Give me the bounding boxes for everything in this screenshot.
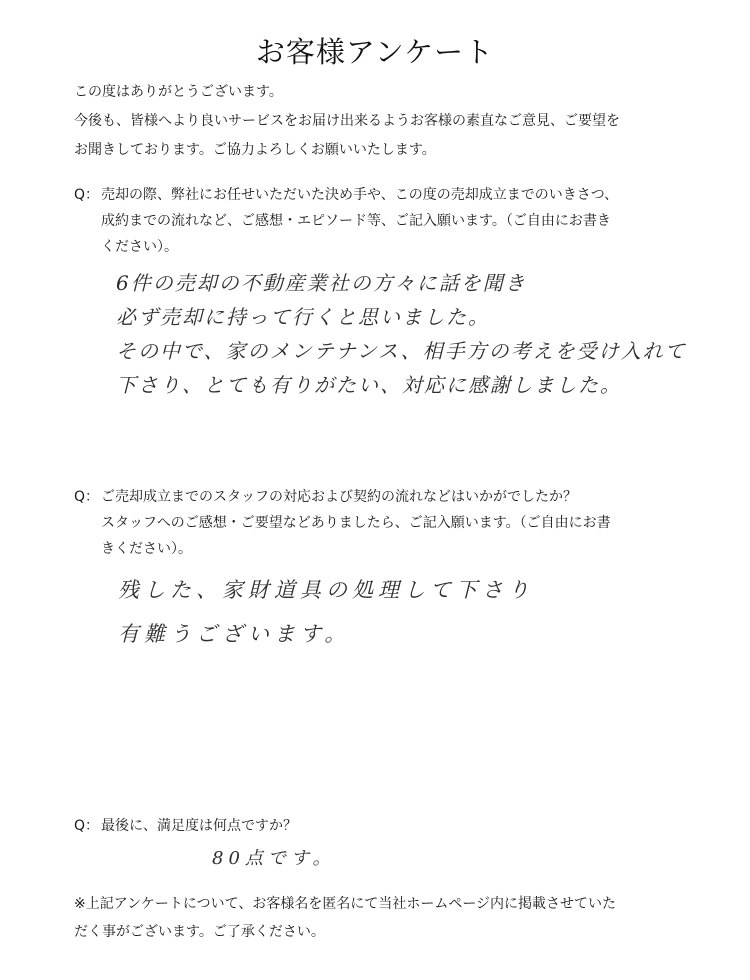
intro-text	[74, 78, 620, 165]
intro-line: この度はありがとうございます。	[74, 84, 283, 100]
answer-line: 必ず売却に持って行くと思いました。	[116, 305, 490, 329]
question-line: ください）。	[101, 239, 178, 255]
page-title: お客様アンケート	[255, 35, 495, 69]
answer-line: 残した、家財道具の処理して下さり	[118, 578, 534, 602]
notice-line: だく事がございます。ご了承ください。	[74, 924, 325, 940]
intro-line: 今後も、皆様へより良いサービスをお届け出来るようお客様の素直なご意見、ご要望を	[74, 113, 620, 129]
answer-line: 有難うございます。	[118, 622, 351, 646]
question-1	[74, 182, 618, 260]
question-line: きください）。	[101, 541, 192, 557]
question-marker: Q：	[74, 489, 100, 505]
answer-line: 下さり、とても有りがたい、対応に感謝しました。	[116, 373, 622, 397]
question-3	[74, 813, 297, 839]
question-marker: Q：	[74, 818, 100, 834]
question-line: スタッフへのご感想・ご要望などありましたら、ご記入願います。（ご自由にお書	[101, 515, 611, 531]
answer-2	[118, 568, 534, 656]
question-marker: Q：	[74, 187, 100, 203]
notice-line: ※上記アンケートについて、お客様名を匿名にて当社ホームページ内に掲載させていた	[74, 896, 617, 912]
answer-line: 80点です。	[212, 848, 336, 869]
question-line: 売却の際、弊社にお任せいただいた決め手や、この度の売却成立までのいきさつ、	[101, 187, 619, 203]
question-line: ご売却成立までのスタッフの対応および契約の流れなどはいかがでしたか？	[101, 489, 577, 505]
question-line: 最後に、満足度は何点ですか？	[101, 818, 297, 834]
answer-line: 6件の売却の不動産業社の方々に話を聞き	[116, 271, 527, 295]
answer-3	[212, 846, 335, 872]
intro-line: お聞きしております。ご協力よろしくお願いいたします。	[74, 142, 436, 158]
question-2	[74, 484, 611, 562]
question-line: 成約までの流れなど、ご感想・エピソード等、ご記入願います。（ご自由にお書き	[101, 213, 611, 229]
notice-text	[74, 890, 616, 946]
answer-1	[116, 266, 687, 402]
answer-line: その中で、家のメンテナンス、相手方の考えを受け入れて	[116, 339, 687, 363]
